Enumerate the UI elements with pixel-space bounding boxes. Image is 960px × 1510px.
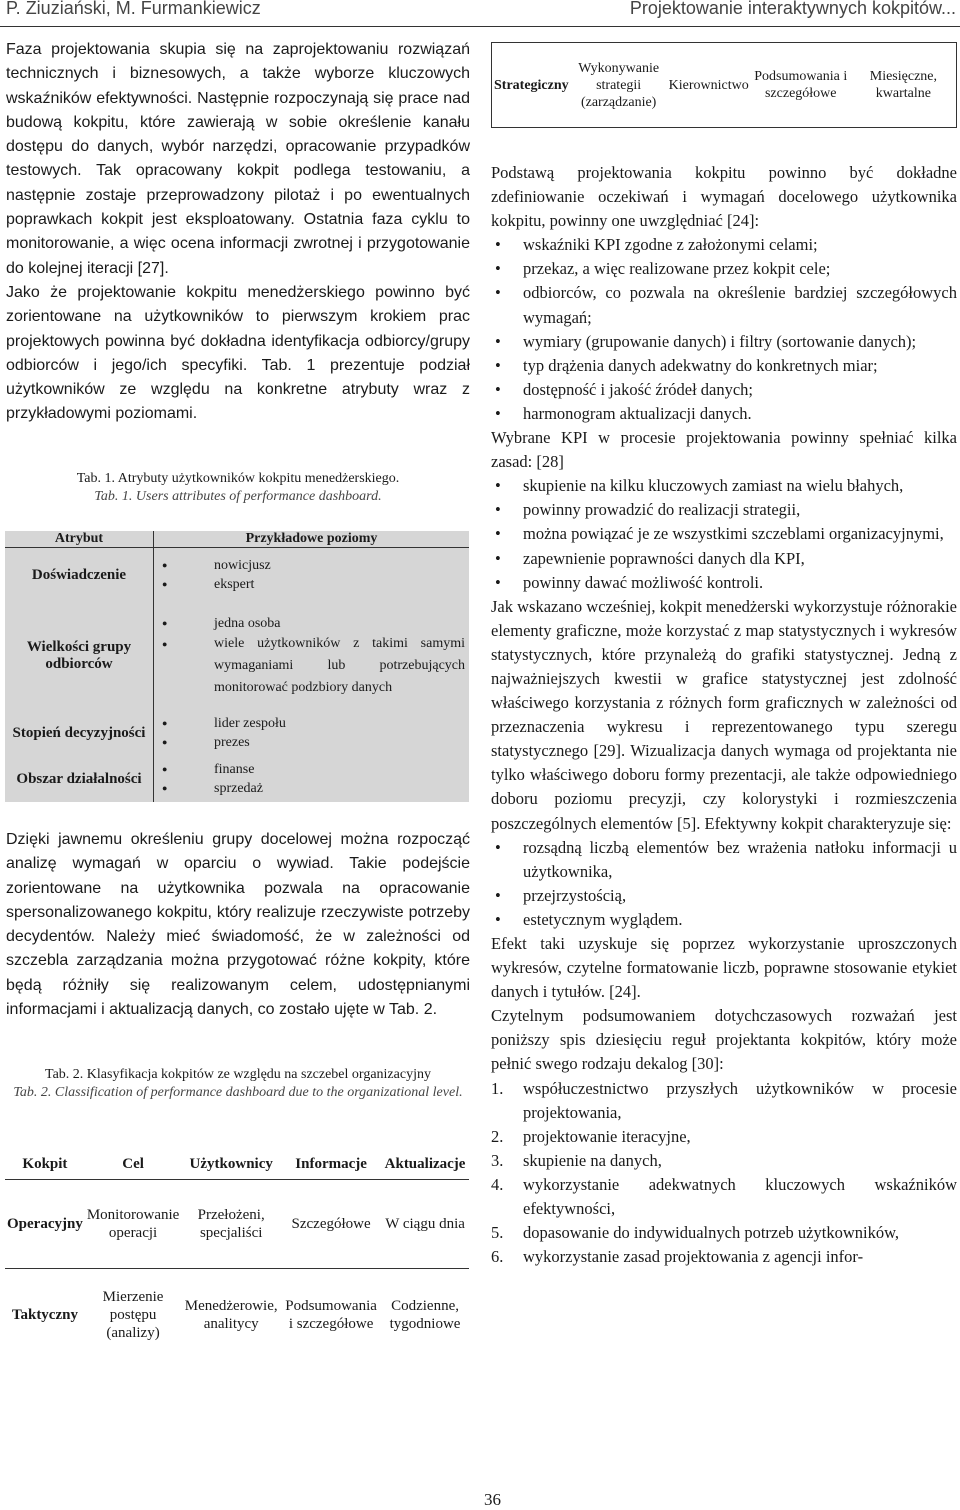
left-intro-text — [6, 38, 470, 427]
list-item: • estetycznym wyglądem. — [491, 908, 957, 932]
table-cell: W ciągu dnia — [381, 1180, 469, 1269]
right-column-text — [491, 161, 957, 1269]
table-header: Kokpit — [5, 1150, 85, 1180]
table-cell: Monitorowanie operacji — [85, 1180, 181, 1269]
list-item: • wskaźniki KPI zgodne z założonymi celami; — [491, 233, 957, 257]
attribute-cell: Obszar działalności — [5, 756, 154, 802]
table2-continued-row — [491, 42, 957, 128]
header-authors: P. Ziuziański, M. Furmankiewicz — [6, 0, 261, 18]
paragraph: Jak wskazano wcześniej, kokpit menedżerski wykorzystuje różnorakie elementy graficzne, może korzystać z map statystycznych i wykresów statystycznych, które przynależą do grafiki statystycznej. Jedną z najważniejszych kwestii w grafice statystycznej jest zdolność właściwego korzystania z różnych form graficznych w zależności od przeznaczenia wykresu i reprezentowanego typu szeregu statystycznego [29]. Wizualizacja danych wymaga od projektanta nie tylko właściwego doboru formy prezentacji, ale także odpowiedniego doboru poziomu precyzji, czy kolorystyki i rozmieszczenia poszczególnych elementów [5]. Efektywny kokpit charakteryzuje się: — [491, 596, 957, 833]
list-item: • rozsądną liczbą elementów bez wrażenia natłoku informacji u użytkownika, — [491, 836, 957, 884]
table1-user-attributes — [5, 531, 469, 802]
attribute-cell: Doświadczenie — [5, 548, 154, 603]
table-cell: Szczegółowe — [281, 1180, 381, 1269]
table-cell: Codzienne, tygodniowe — [389, 1298, 461, 1332]
paragraph: Dzięki jawnemu określeniu grupy docelowej można rozpocząć analizę wymagań w oparciu o wywiad. Takie podejście zorientowane na użytkownika pozwala na opracowanie spersonalizowanego kokpitu, który realizuje rzeczywiste potrzeby decydentów. Należy mieć świadomość, że w zależności od szczebla zarządzania można przygotować różne kokpity, które będą różniły się realizowanym celem, udostępnianymi informacjami i aktualizacją danych, co zostało ujęte w Tab. 2. — [6, 831, 470, 1019]
list-item: • typ drążenia danych adekwatny do konkretnych miar; — [491, 354, 957, 378]
paragraph: Jako że projektowanie kokpitu menedżerskiego powinno być zorientowane na użytkowników to pierwszym krokiem prac projektowych powinna być dokładna identyfikacja odbiorcy/grupy odbiorców i jego/ich specyfiki. Tab. 1 prezentuje podział użytkowników ze względu na konkretne atrybuty wraz z przykładowymi poziomami. — [6, 283, 470, 423]
table-header: Cel — [85, 1150, 181, 1180]
paragraph: Faza projektowania skupia się na zaprojektowaniu rozwiązań technicznych i biznesowych, a także wyborze kluczowych wskaźników efektywności. Następnie rozpoczynają się prace nad budową kokpitu, które zawierają w sobie określenie kanału dostępu do danych, wybór narzędzi, opracowanie przypadków testowych. Tak opracowany kokpit podlega testowaniu, a następnie zostaje przeprowadzony pilotaż i po ewentualnych poprawkach kokpit jest eksploatowany. Ostatnia faza cyklu to monitorowanie, a więc ocena informacji zwrotnej i przygotowanie do kolejnej iteracji [27]. — [6, 41, 470, 277]
list-item: • przekaz, a więc realizowane przez kokpit cele; — [491, 257, 957, 281]
list-item: 4. wykorzystanie adekwatnych kluczowych wskaźników efektywności, — [491, 1174, 957, 1219]
decalog-list — [491, 1077, 957, 1270]
requirements-list — [491, 233, 957, 426]
table-cell: Operacyjny — [5, 1180, 85, 1269]
list-item: 3. skupienie na danych, — [491, 1150, 662, 1170]
paragraph: Efekt taki uzyskuje się poprzez wykorzystanie uproszczonych wykresów, czytelne formatowanie liczb, poprawne stosowanie etykiet danych i tytułów. [24]. — [491, 934, 957, 1002]
page-header — [0, 0, 960, 27]
list-item: • można powiązać je ze wszystkimi szczeblami organizacyjnymi, — [491, 522, 957, 546]
list-item: • skupienie na kilku kluczowych zamiast na wielu błahych, — [491, 474, 957, 498]
level-item: ● lider zespołu — [214, 714, 465, 733]
caption-en: Tab. 2. Classification of performance dashboard due to the organizational level. — [13, 1085, 463, 1100]
table-row — [492, 43, 957, 128]
table-header: Użytkownicy — [181, 1150, 281, 1180]
list-item: • powinny dawać możliwość kontroli. — [491, 571, 957, 595]
list-item: • wymiary (grupowanie danych) i filtry (sortowanie danych); — [491, 330, 957, 354]
level-item: ● prezes — [214, 733, 465, 752]
list-item: • zapewnienie poprawności danych dla KPI, — [491, 547, 957, 571]
list-item: • powinny prowadzić do realizacji strategii, — [491, 498, 957, 522]
left-after-table1-text — [6, 828, 470, 1022]
table-cell: Miesięczne, kwartalne — [869, 69, 937, 101]
level-item: ● ekspert — [214, 575, 465, 594]
caption-pl: Tab. 1. Atrybuty użytkowników kokpitu menedżerskiego. — [76, 471, 400, 486]
level-item: ● sprzedaż — [214, 779, 465, 798]
table-header: Informacje — [281, 1150, 381, 1180]
effective-dashboard-list — [491, 836, 957, 932]
attribute-cell: Stopień decyzyjności — [5, 710, 154, 756]
levels-cell — [154, 548, 470, 603]
list-item: 1. współuczestnictwo przyszłych użytkowników w procesie projektowania, — [491, 1078, 957, 1122]
table-cell: Kierownictwo — [668, 77, 749, 93]
table-cell: Taktyczny — [11, 1307, 78, 1323]
table-cell: Podsumowania i szczegółowe — [285, 1298, 377, 1332]
list-item: • harmonogram aktualizacji danych. — [491, 402, 957, 426]
table-cell: Strategiczny — [494, 77, 569, 93]
level-item: ● wiele użytkowników z takimi samymi wymaganiami lub potrzebujących monitorować podzbiory danych — [214, 633, 465, 699]
table-row — [5, 1180, 469, 1269]
table2-dashboard-classification — [5, 1150, 469, 1361]
list-item: 2. projektowanie iteracyjne, — [491, 1126, 691, 1146]
table-cell: Wykonywanie strategii (zarządzanie) — [578, 60, 660, 110]
level-item: ● jedna osoba — [214, 614, 465, 633]
list-item: 6. wykorzystanie zasad projektowania z agencji infor- — [491, 1247, 864, 1267]
table-cell: Mierzenie postępu (analizy) — [102, 1289, 164, 1341]
levels-cell — [154, 756, 470, 802]
table-header: Przykładowe poziomy — [154, 531, 470, 548]
paragraph: Podstawą projektowania kokpitu powinno być dokładne zdefiniowanie oczekiwań i wymagań docelowego użytkownika kokpitu, powinny one uwzględniać [24]: — [491, 163, 957, 231]
list-item: • odbiorców, co pozwala na określenie bardziej szczegółowych wymagań; — [491, 281, 957, 329]
levels-cell — [154, 602, 470, 710]
table-header: Atrybut — [5, 531, 154, 548]
caption-pl: Tab. 2. Klasyfikacja kokpitów ze względu na szczebel organizacyjny — [45, 1067, 431, 1082]
kpi-rules-list — [491, 474, 957, 594]
header-title: Projektowanie interaktywnych kokpitów... — [629, 0, 956, 18]
list-item: 5. dopasowanie do indywidualnych potrzeb użytkowników, — [491, 1223, 900, 1243]
table-cell: Podsumowania i szczegółowe — [754, 69, 848, 101]
table-row — [5, 1269, 469, 1362]
table-cell: Menedżerowie, analitycy — [184, 1298, 278, 1332]
caption-en: Tab. 1. Users attributes of performance dashboard. — [94, 489, 382, 504]
table1-caption — [6, 470, 470, 506]
list-item: • dostępność i jakość źródeł danych; — [491, 378, 957, 402]
paragraph: Czytelnym podsumowaniem dotychczasowych rozważań jest poniższy spis dziesięciu reguł projektanta kokpitów, który może pełnić swego rodzaju dekalog [30]: — [491, 1006, 957, 1074]
levels-cell — [154, 710, 470, 756]
attribute-cell: Wielkości grupy odbiorców — [5, 602, 154, 710]
page-number: 36 — [484, 1490, 501, 1509]
table2-caption — [6, 1066, 470, 1102]
level-item: ● nowicjusz — [214, 556, 465, 575]
paragraph: Wybrane KPI w procesie projektowania powinny spełniać kilka zasad: [28] — [491, 428, 957, 472]
table-header: Aktualizacje — [381, 1150, 469, 1180]
level-item: ● finanse — [214, 760, 465, 779]
list-item: • przejrzystością, — [491, 884, 957, 908]
table-cell: Przełożeni, specjaliści — [181, 1180, 281, 1269]
